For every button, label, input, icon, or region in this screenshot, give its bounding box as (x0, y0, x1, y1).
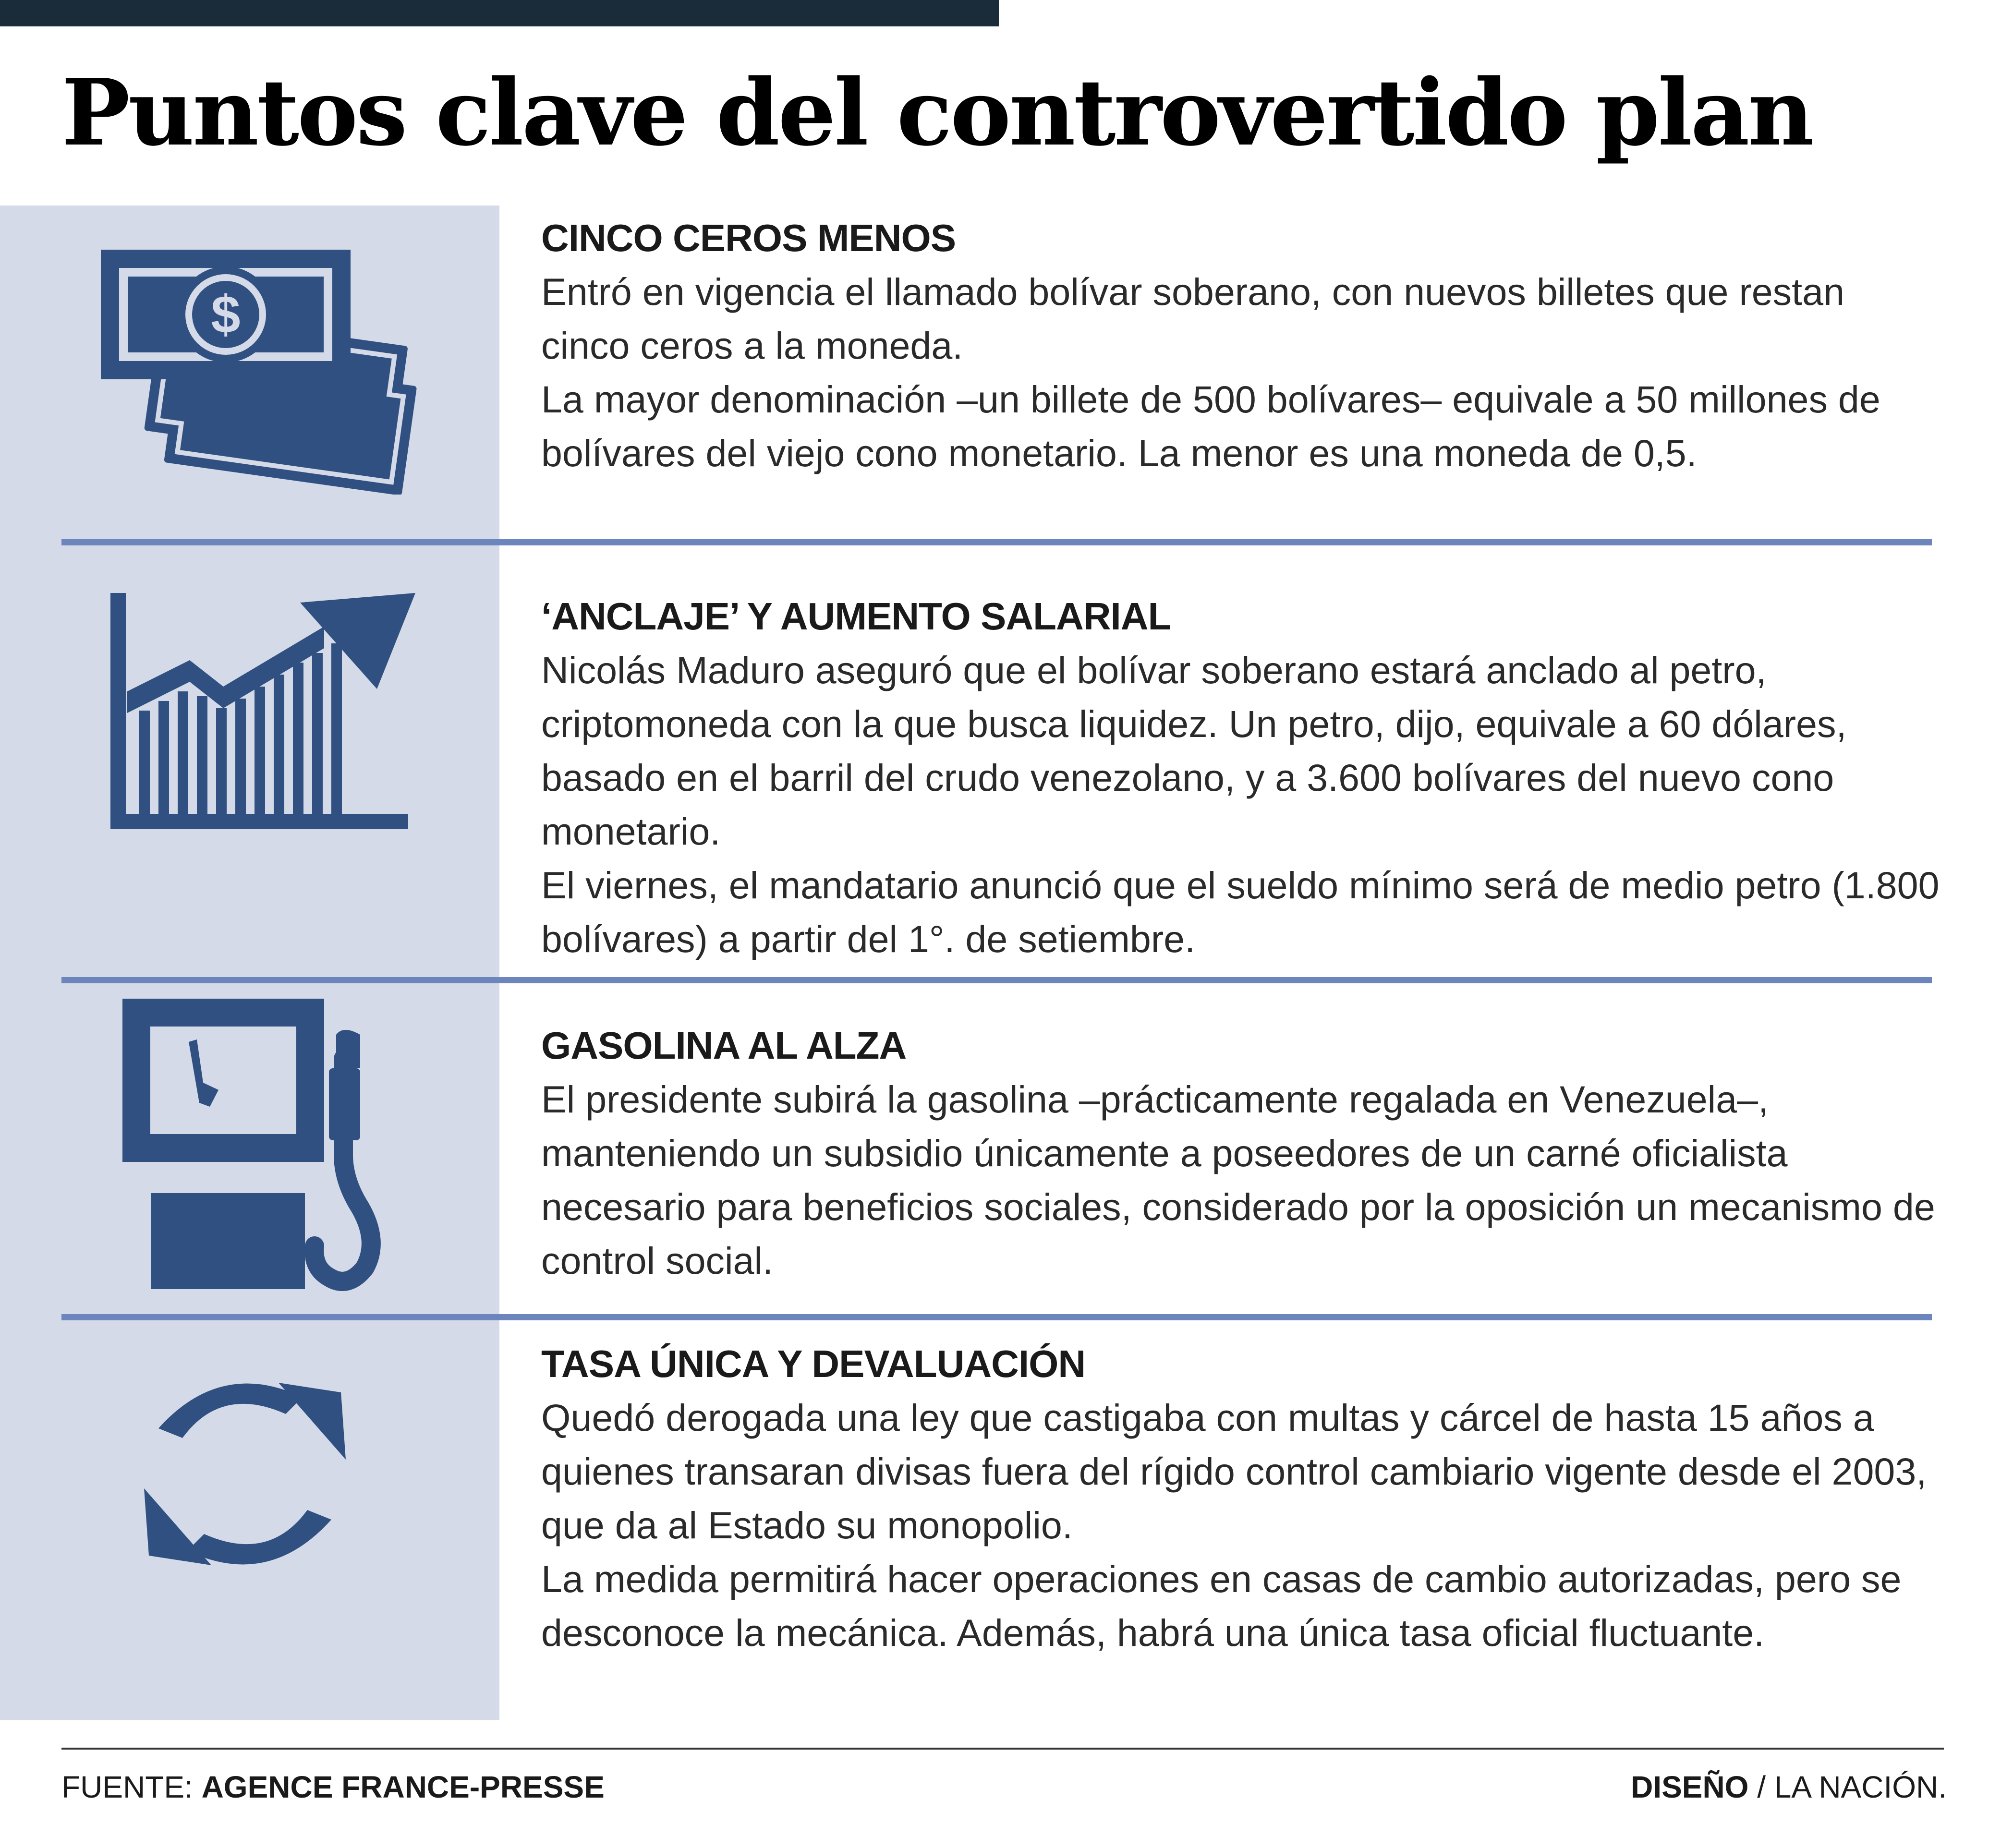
top-bar (0, 0, 999, 26)
section-paragraph: Entró en vigencia el llamado bolívar soberano, con nuevos billetes que restan cinco ceros a la moneda. (541, 270, 1845, 367)
design-label: DISEÑO (1631, 1770, 1749, 1804)
section-tasa-unica-devaluacion (541, 1337, 1943, 1660)
section-paragraph: La medida permitirá hacer operaciones en casas de cambio autorizadas, pero se desconoce la mecánica. Además, habrá una única tasa oficial fluctuante. (541, 1558, 1902, 1654)
section-paragraph: La mayor denominación –un billete de 500 bolívares– equivale a 50 millones de bolívares del viejo cono monetario. La menor es una moneda de 0,5. (541, 378, 1880, 474)
money-bills-icon (96, 245, 432, 495)
source-label: FUENTE: (61, 1770, 193, 1804)
footer-design (1631, 1772, 1947, 1802)
section-cinco-ceros-menos (541, 211, 1943, 480)
section-paragraph: El presidente subirá la gasolina –prácticamente regalada en Venezuela–, manteniendo un subsidio únicamente a poseedores de un carné oficialista necesario para beneficios sociales, considerado por la oposición un mecanismo de control social. (541, 1078, 1935, 1282)
section-divider (61, 539, 1932, 545)
svg-text:$: $ (211, 285, 241, 344)
exchange-arrows-icon (120, 1359, 370, 1589)
section-heading: CINCO CEROS MENOS (541, 217, 956, 259)
footer-rule (61, 1748, 1944, 1750)
section-anclaje-aumento-salarial (541, 590, 1943, 966)
section-divider (61, 1314, 1932, 1320)
growth-chart-icon (108, 588, 420, 833)
section-heading: ‘ANCLAJE’ Y AUMENTO SALARIAL (541, 595, 1171, 638)
section-heading: GASOLINA AL ALZA (541, 1024, 907, 1067)
section-paragraph: El viernes, el mandatario anunció que el sueldo mínimo será de medio petro (1.800 bolívares) a partir del 1°. de setiembre. (541, 864, 1940, 960)
design-separator: / (1757, 1770, 1766, 1804)
section-divider (61, 977, 1932, 983)
gas-pump-icon (118, 996, 396, 1294)
design-value: LA NACIÓN. (1774, 1770, 1947, 1804)
section-paragraph: Nicolás Maduro aseguró que el bolívar soberano estará anclado al petro, criptomoneda con la que busca liquidez. Un petro, dijo, equivale a 60 dólares, basado en el barril del crudo venezolano, y a 3.600 bolívares del nuevo cono monetario. (541, 649, 1847, 853)
section-heading: TASA ÚNICA Y DEVALUACIÓN (541, 1342, 1086, 1385)
section-gasolina-al-alza (541, 1019, 1943, 1288)
footer-source (61, 1772, 605, 1802)
section-paragraph: Quedó derogada una ley que castigaba con multas y cárcel de hasta 15 años a quienes transaran divisas fuera del rígido control cambiario vigente desde el 2003, que da al Estado su monopolio. (541, 1396, 1927, 1546)
source-value: AGENCE FRANCE-PRESSE (201, 1770, 605, 1804)
page-title: Puntos clave del controvertido plan (61, 59, 1812, 166)
